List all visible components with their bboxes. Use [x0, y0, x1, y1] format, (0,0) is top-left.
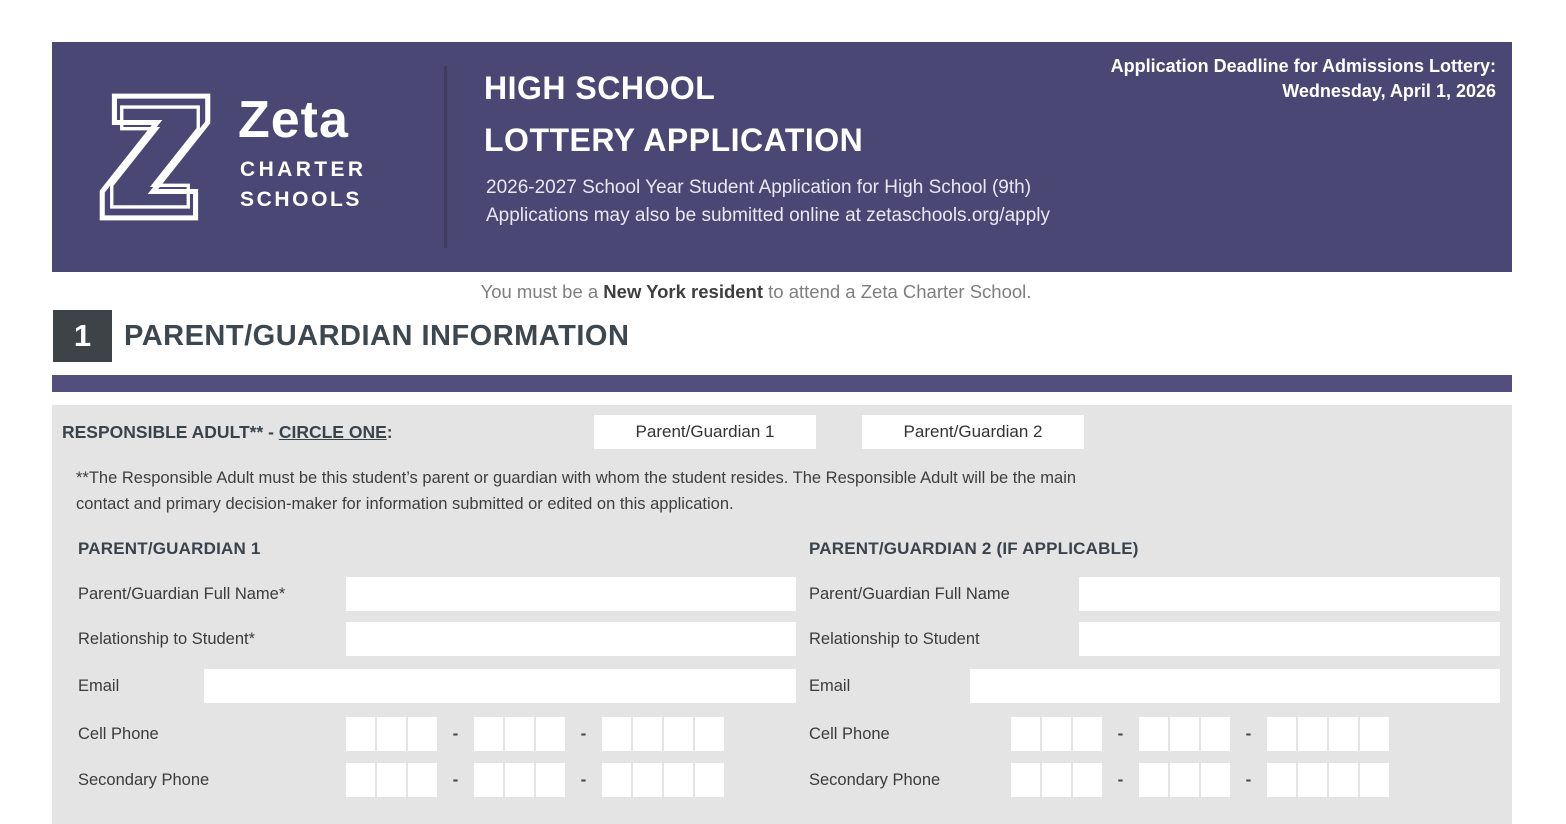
- column-header-parent-guardian-2: PARENT/GUARDIAN 2 (IF APPLICABLE): [809, 539, 1139, 558]
- residency-suffix: to attend a Zeta Charter School.: [763, 281, 1032, 302]
- phone-digit-cell[interactable]: [1073, 763, 1102, 797]
- phone-dash: -: [452, 724, 459, 743]
- residency-bold: New York resident: [603, 281, 764, 302]
- zeta-z-logo-icon: [94, 86, 216, 228]
- application-deadline: [1111, 54, 1496, 104]
- logo-schools-text: SCHOOLS: [240, 188, 363, 211]
- phone-digit-cell[interactable]: [1267, 717, 1296, 751]
- phone-digit-cell[interactable]: [536, 717, 565, 751]
- pg2-secondary-line-number: [1267, 763, 1389, 797]
- responsible-adult-label: [62, 415, 393, 449]
- form-title-line1: HIGH SCHOOL: [484, 70, 716, 106]
- phone-digit-cell[interactable]: [1011, 763, 1040, 797]
- phone-digit-cell[interactable]: [1170, 717, 1199, 751]
- phone-dash: -: [580, 724, 587, 743]
- phone-digit-cell[interactable]: [695, 763, 724, 797]
- input-pg1-cell-phone: [346, 717, 724, 751]
- phone-digit-cell[interactable]: [377, 717, 406, 751]
- pg1-cell-prefix: [474, 717, 565, 751]
- phone-digit-cell[interactable]: [1201, 763, 1230, 797]
- label-pg2-full-name: Parent/Guardian Full Name: [809, 585, 1010, 603]
- phone-dash: -: [1117, 770, 1124, 789]
- label-pg1-email: Email: [78, 677, 120, 695]
- phone-dash: -: [1245, 724, 1252, 743]
- pg2-cell-prefix: [1139, 717, 1230, 751]
- circle-option-parent-guardian-2[interactable]: Parent/Guardian 2: [862, 415, 1084, 449]
- phone-digit-cell[interactable]: [602, 717, 631, 751]
- section-title: PARENT/GUARDIAN INFORMATION: [124, 320, 630, 352]
- phone-digit-cell[interactable]: [1170, 763, 1199, 797]
- phone-digit-cell[interactable]: [1298, 717, 1327, 751]
- phone-digit-cell[interactable]: [1042, 717, 1071, 751]
- header-band: [52, 42, 1512, 272]
- phone-digit-cell[interactable]: [377, 763, 406, 797]
- section-divider-bar: [52, 375, 1512, 392]
- pg1-cell-line-number: [602, 717, 724, 751]
- label-pg2-relationship: Relationship to Student: [809, 630, 980, 648]
- label-pg1-relationship: Relationship to Student*: [78, 630, 256, 648]
- input-pg1-secondary-phone: [346, 763, 724, 797]
- phone-dash: -: [452, 770, 459, 789]
- footnote-line1: **The Responsible Adult must be this student’s parent or guardian with whom the student resides. The Responsible Adult will be the main: [76, 469, 1077, 487]
- label-pg1-full-name: Parent/Guardian Full Name*: [78, 585, 286, 603]
- residency-requirement-note: [0, 281, 1512, 303]
- phone-digit-cell[interactable]: [1139, 763, 1168, 797]
- phone-digit-cell[interactable]: [505, 717, 534, 751]
- input-pg2-full-name[interactable]: [1079, 577, 1500, 611]
- form-subtitle-line1: 2026-2027 School Year Student Application for High School (9th): [486, 177, 1032, 198]
- phone-digit-cell[interactable]: [1329, 763, 1358, 797]
- pg2-secondary-prefix: [1139, 763, 1230, 797]
- input-pg2-relationship[interactable]: [1079, 622, 1500, 656]
- input-pg2-email[interactable]: [970, 669, 1500, 703]
- phone-digit-cell[interactable]: [1201, 717, 1230, 751]
- phone-digit-cell[interactable]: [695, 717, 724, 751]
- column-header-parent-guardian-1: PARENT/GUARDIAN 1: [78, 539, 261, 558]
- responsible-adult-label-prefix: RESPONSIBLE ADULT** -: [62, 422, 279, 442]
- input-pg1-full-name[interactable]: [346, 577, 796, 611]
- input-pg2-secondary-phone: [1011, 763, 1389, 797]
- circle-one-underlined: CIRCLE ONE: [278, 422, 387, 442]
- pg2-cell-line-number: [1267, 717, 1389, 751]
- responsible-adult-footnote: [76, 465, 1076, 517]
- label-pg2-cell-phone: Cell Phone: [809, 725, 890, 743]
- label-pg2-email: Email: [809, 677, 851, 695]
- phone-digit-cell[interactable]: [1267, 763, 1296, 797]
- circle-option-parent-guardian-1[interactable]: Parent/Guardian 1: [594, 415, 816, 449]
- pg1-secondary-line-number: [602, 763, 724, 797]
- deadline-date: Wednesday, April 1, 2026: [1282, 81, 1496, 101]
- phone-digit-cell[interactable]: [1360, 763, 1389, 797]
- parent-guardian-panel: [52, 405, 1512, 824]
- phone-digit-cell[interactable]: [474, 763, 503, 797]
- pg1-cell-area-code: [346, 717, 437, 751]
- phone-digit-cell[interactable]: [536, 763, 565, 797]
- logo-charter-text: CHARTER: [240, 158, 367, 181]
- responsible-adult-label-colon: :: [386, 422, 393, 442]
- phone-digit-cell[interactable]: [633, 717, 662, 751]
- phone-digit-cell[interactable]: [602, 763, 631, 797]
- phone-digit-cell[interactable]: [1073, 717, 1102, 751]
- pg1-secondary-area-code: [346, 763, 437, 797]
- input-pg1-relationship[interactable]: [346, 622, 796, 656]
- input-pg1-email[interactable]: [204, 669, 796, 703]
- pg2-cell-area-code: [1011, 717, 1102, 751]
- label-pg2-secondary-phone: Secondary Phone: [809, 771, 941, 789]
- phone-digit-cell[interactable]: [1298, 763, 1327, 797]
- phone-dash: -: [1245, 770, 1252, 789]
- deadline-label: Application Deadline for Admissions Lottery:: [1110, 56, 1496, 76]
- phone-digit-cell[interactable]: [664, 763, 693, 797]
- phone-digit-cell[interactable]: [1139, 717, 1168, 751]
- pg1-secondary-prefix: [474, 763, 565, 797]
- header-divider: [444, 66, 447, 248]
- residency-prefix: You must be a: [480, 281, 604, 302]
- phone-dash: -: [580, 770, 587, 789]
- section-number-badge: 1: [53, 310, 112, 362]
- phone-digit-cell[interactable]: [474, 717, 503, 751]
- phone-digit-cell[interactable]: [408, 717, 437, 751]
- phone-digit-cell[interactable]: [408, 763, 437, 797]
- phone-digit-cell[interactable]: [346, 717, 375, 751]
- logo-brand-text: Zeta: [238, 91, 349, 149]
- label-pg1-cell-phone: Cell Phone: [78, 725, 159, 743]
- phone-digit-cell[interactable]: [346, 763, 375, 797]
- phone-digit-cell[interactable]: [1360, 717, 1389, 751]
- phone-dash: -: [1117, 724, 1124, 743]
- phone-digit-cell[interactable]: [1042, 763, 1071, 797]
- pg2-secondary-area-code: [1011, 763, 1102, 797]
- phone-digit-cell[interactable]: [505, 763, 534, 797]
- input-pg2-cell-phone: [1011, 717, 1389, 751]
- phone-digit-cell[interactable]: [633, 763, 662, 797]
- footnote-line2: contact and primary decision-maker for information submitted or edited on this application.: [76, 495, 734, 513]
- phone-digit-cell[interactable]: [1329, 717, 1358, 751]
- form-title-line2: LOTTERY APPLICATION: [484, 122, 864, 158]
- label-pg1-secondary-phone: Secondary Phone: [78, 771, 210, 789]
- phone-digit-cell[interactable]: [1011, 717, 1040, 751]
- form-subtitle-line2: Applications may also be submitted online at zetaschools.org/apply: [486, 205, 1050, 226]
- phone-digit-cell[interactable]: [664, 717, 693, 751]
